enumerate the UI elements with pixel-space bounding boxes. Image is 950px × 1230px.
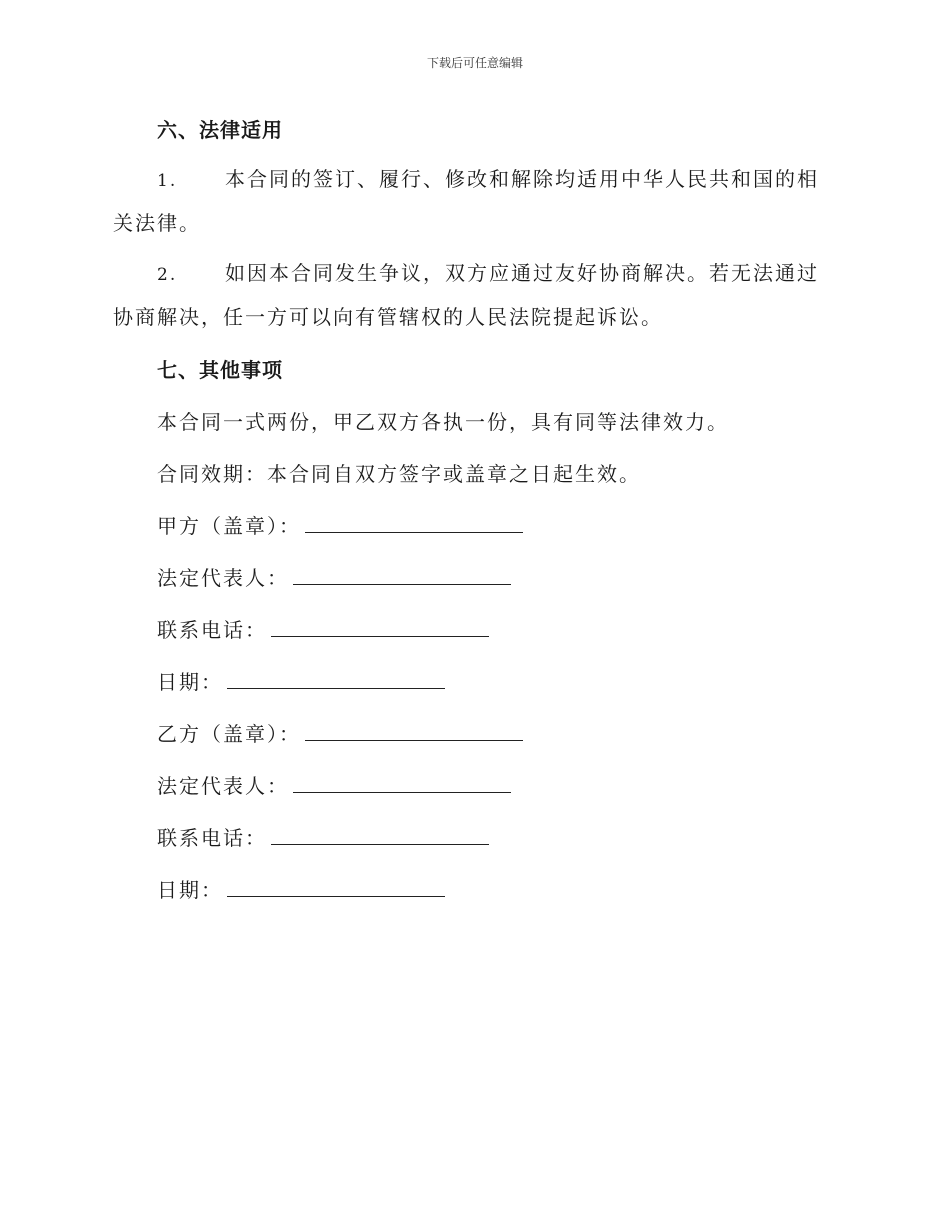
field-label: 甲方（盖章）： [157, 514, 301, 538]
party-b-seal-field [157, 718, 523, 747]
clause-6-1 [113, 158, 838, 244]
section-6-title: 六、法律适用 [157, 118, 283, 142]
field-label: 乙方（盖章）： [157, 722, 301, 746]
field-label: 联系电话： [157, 618, 267, 642]
signature-blank-line [227, 878, 445, 897]
party-b-rep-field [157, 770, 511, 799]
clause-number: 1. [157, 171, 178, 191]
effective-clause: 合同效期：本合同自双方签字或盖章之日起生效。 [157, 462, 641, 486]
signature-blank-line [227, 670, 445, 689]
section-7-title: 七、其他事项 [157, 358, 283, 382]
clause-text: 如因本合同发生争议，双方应通过友好协商解决。若无法通过协商解决，任一方可以向有管辖权的人民法院提起诉讼。 [113, 261, 819, 329]
party-a-date-field [157, 666, 445, 695]
party-a-rep-field [157, 562, 511, 591]
signature-blank-line [293, 774, 511, 793]
signature-blank-line [293, 566, 511, 585]
party-b-date-field [157, 874, 445, 903]
party-b-phone-field [157, 822, 489, 851]
signature-blank-line [305, 722, 523, 741]
field-label: 法定代表人： [157, 774, 289, 798]
signature-blank-line [271, 618, 489, 637]
page-header-note: 下载后可任意编辑 [426, 56, 523, 70]
clause-number: 2. [157, 265, 178, 285]
signature-blank-line [305, 514, 523, 533]
field-label: 日期： [157, 670, 223, 694]
clause-text: 本合同的签订、履行、修改和解除均适用中华人民共和国的相关法律。 [113, 167, 819, 235]
party-a-phone-field [157, 614, 489, 643]
clause-6-2 [113, 252, 838, 338]
signature-blank-line [271, 826, 489, 845]
copies-clause: 本合同一式两份，甲乙双方各执一份，具有同等法律效力。 [157, 410, 729, 434]
field-label: 联系电话： [157, 826, 267, 850]
field-label: 法定代表人： [157, 566, 289, 590]
party-a-seal-field [157, 510, 523, 539]
field-label: 日期： [157, 878, 223, 902]
